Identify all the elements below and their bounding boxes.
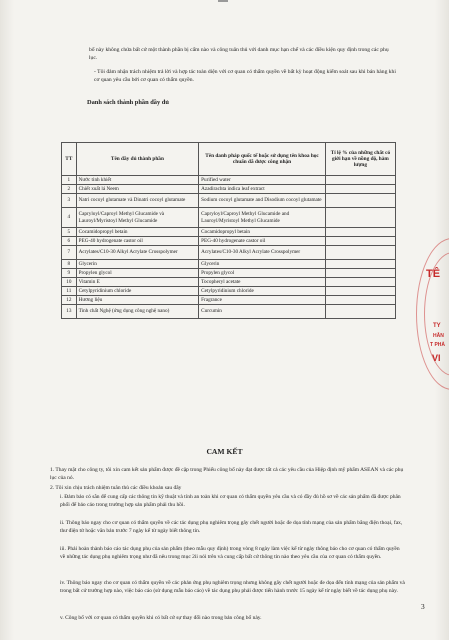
table-row xyxy=(62,208,396,228)
row-name: Natri cocoyl glutamate và Dinatri cocoyl glutamate xyxy=(76,194,199,208)
table-row xyxy=(62,176,396,185)
row-name: Tinh chất Nghệ (ứng dụng công nghệ nano) xyxy=(76,305,199,319)
commitment-sub-ii: ii. Thông báo ngay cho cơ quan có thẩm quyền về các tác dụng phụ nghiêm trọng gây chết người hoặc đe dọa tính mạng của sản phẩm bằng điện thoại, fax, thư điện tử hoặc văn bản trước 7 ngày kể từ ngày biết thông tin. xyxy=(60,520,403,535)
row-limit xyxy=(325,185,395,194)
table-row xyxy=(62,194,396,208)
row-standard: Glycerin xyxy=(199,260,326,269)
row-standard: Sodium cocoyl glutamate and Disodium cocoyl glutamate xyxy=(199,194,326,208)
row-limit xyxy=(325,208,395,228)
row-limit xyxy=(325,278,395,287)
row-index: 5 xyxy=(62,228,77,237)
row-index: 9 xyxy=(62,269,77,278)
row-limit xyxy=(325,176,395,185)
row-name: Glycerin xyxy=(76,260,199,269)
row-limit xyxy=(325,269,395,278)
top-mark xyxy=(218,0,228,2)
row-index: 13 xyxy=(62,305,77,319)
row-standard: PEG-40 hydrogenate castor oil xyxy=(199,237,326,246)
row-limit xyxy=(325,296,395,305)
intro-paragraph-1: bố này không chứa bất cứ một thành phần bị cấm nào và công tuân thủ với danh mục hạn chế và các điều kiện quy định trong các phụ lục. xyxy=(89,47,389,62)
row-index: 2 xyxy=(62,185,77,194)
table-row xyxy=(62,237,396,246)
page-number: 3 xyxy=(421,602,425,611)
ingredients-table xyxy=(61,142,396,319)
row-name: Cetylpyridinium chloride xyxy=(76,287,199,296)
row-limit xyxy=(325,305,395,319)
stamp-fragment: T PHẨ xyxy=(430,342,445,348)
row-standard: Capryloyl/Caproyl Methyl Glucamide and Lauroyl/Myristoyl Methyl Glucamide xyxy=(199,208,326,228)
row-name: PEG-40 hydrogenate castor oil xyxy=(76,237,199,246)
row-standard: Fragrance xyxy=(199,296,326,305)
row-limit xyxy=(325,260,395,269)
row-standard: Purified water xyxy=(199,176,326,185)
commitment-sub-i: i. Đảm bảo có sẵn để cung cấp các thông tin kỹ thuật và tính an toàn khi cơ quan có thẩm quyền yêu cầu và có đầy đủ hồ sơ về các sản phẩm đã được phân phối để bảo cáo trong trường hợp sản phẩm phải thu hồi. xyxy=(60,494,401,509)
row-name: Cocamidopropyl betain xyxy=(76,228,199,237)
row-index: 7 xyxy=(62,246,77,260)
commitment-item-2: 2. Tôi xin chịu trách nhiệm tuân thủ các điều khoản sau đây xyxy=(50,485,182,491)
table-row xyxy=(62,228,396,237)
commitment-title: CAM KẾT xyxy=(206,447,243,456)
commitment-item-1: 1. Thay mặt cho công ty, tôi xin cam kết sản phẩm được đề cập trong Phiếu công bố này đạt được tất cả các yêu cầu của Hiệp định mỹ phẩm ASEAN và các phụ lục của nó. xyxy=(50,467,404,482)
scan-edge-left xyxy=(0,0,14,640)
row-name: Vitamin E xyxy=(76,278,199,287)
ingredients-heading: Danh sách thành phần đầy đủ xyxy=(87,99,169,106)
row-standard: Acrylates/C10-30 Alkyl Acrylate Crosspolymer xyxy=(199,246,326,260)
commitment-sub-iii: iii. Phải hoàn thành báo cáo tác dụng phụ của sản phẩm (theo mẫu quy định) trong vòng 8 ngày làm việc kể từ ngày thông báo cho cơ quan có thẩm quyền về những tác dụng phụ nghiêm trọng như đã nêu trong mục 2ii nói trên và cung cấp bất cứ thông tin nào theo yêu cầu của cơ quan có thẩm quyền. xyxy=(60,546,400,561)
row-index: 6 xyxy=(62,237,77,246)
row-index: 4 xyxy=(62,208,77,228)
table-header-row xyxy=(62,143,396,176)
row-index: 1 xyxy=(62,176,77,185)
commitment-sub-v: v. Công bố với cơ quan có thẩm quyền khi có bất cứ sự thay đổi nào trong bản công bố này. xyxy=(60,615,262,621)
table-row xyxy=(62,185,396,194)
header-standard: Tên danh pháp quốc tế hoặc sử dụng tên khoa học chuẩn đã được công nhận xyxy=(199,143,326,176)
row-name: Acrylates/C10-30 Alkyl Acrylate Crosspolymer xyxy=(76,246,199,260)
row-limit xyxy=(325,287,395,296)
row-name: Capryloyl/Caproyl Methyl Glucamide và Lauroyl/Myristoyl Methyl Glucamide xyxy=(76,208,199,228)
table-row xyxy=(62,287,396,296)
row-name: Chiết xuất lá Neem xyxy=(76,185,199,194)
stamp-fragment: HÂN xyxy=(433,333,444,339)
stamp-fragment: TÊ xyxy=(426,268,441,280)
commitment-sub-iv: iv. Thông báo ngay cho cơ quan có thẩm quyền về các phản ứng phụ nghiêm trọng nhưng không gây chết người hoặc đe dọa đến tính mạng của sản phẩm và trong bất cứ trường hợp nào, việc báo cáo (sử dụng mẫu báo cáo) về tác dụng phụ phải được tiến hành trước 15 ngày kể từ ngày biết về tác dụng phụ này. xyxy=(60,580,405,595)
row-standard: Azadirachta indica leaf extract xyxy=(199,185,326,194)
row-name: Propylen glycol xyxy=(76,269,199,278)
stamp-fragment: TY xyxy=(433,323,441,329)
row-limit xyxy=(325,246,395,260)
row-standard: Propylen glycol xyxy=(199,269,326,278)
row-limit xyxy=(325,237,395,246)
row-limit xyxy=(325,194,395,208)
row-index: 12 xyxy=(62,296,77,305)
row-name: Nước tinh khiết xyxy=(76,176,199,185)
row-standard: Tocopheryl acetate xyxy=(199,278,326,287)
row-index: 8 xyxy=(62,260,77,269)
table-row xyxy=(62,278,396,287)
row-name: Hương liệu xyxy=(76,296,199,305)
table-row xyxy=(62,269,396,278)
row-standard: Cocamidopropyl betain xyxy=(199,228,326,237)
row-index: 11 xyxy=(62,287,77,296)
table-row xyxy=(62,260,396,269)
table-row xyxy=(62,305,396,319)
table-row xyxy=(62,296,396,305)
header-name: Tên đầy đủ thành phần xyxy=(76,143,199,176)
header-limit: Tỉ lệ % của những chất có giới hạn về nồng độ, hàm lượng xyxy=(325,143,395,176)
row-standard: Cetylpyridinium chloride xyxy=(199,287,326,296)
table-row xyxy=(62,246,396,260)
row-index: 10 xyxy=(62,278,77,287)
header-stt: TT xyxy=(62,143,77,176)
row-limit xyxy=(325,228,395,237)
row-index: 3 xyxy=(62,194,77,208)
row-standard: Curcumin xyxy=(199,305,326,319)
stamp-fragment: VI xyxy=(432,353,441,363)
intro-paragraph-2: - Tôi đảm nhận trách nhiệm trả lời và hợp tác toàn diện với cơ quan có thẩm quyền về bất kỳ hoạt động kiểm soát sau khi bán hàng khi cơ quan yêu cầu bởi cơ quan có thẩm quyền. xyxy=(94,69,396,84)
